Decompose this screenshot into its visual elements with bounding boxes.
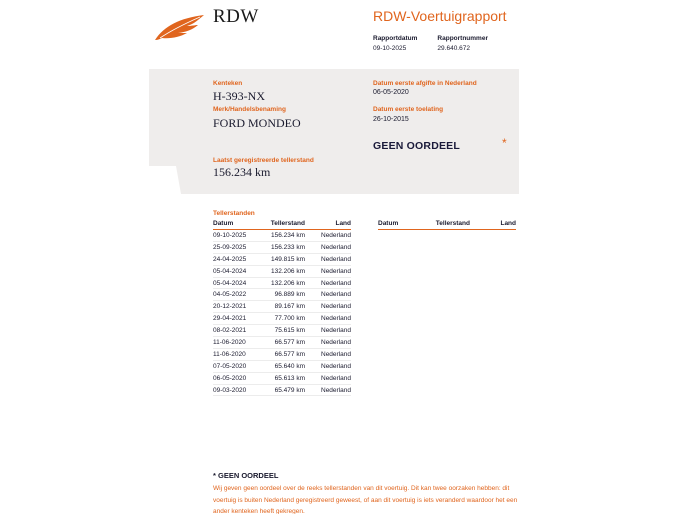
cell-tellerstand: 89.167 km (274, 303, 305, 311)
kenteken-value: H-393-NX (213, 89, 265, 103)
cell-datum: 08-02-2021 (213, 327, 247, 335)
cell-tellerstand: 75.615 km (274, 327, 305, 335)
col-land: Land (335, 220, 351, 227)
tellerstanden-title: Tellerstanden (213, 210, 255, 217)
cell-tellerstand: 65.640 km (274, 362, 305, 370)
cell-datum: 07-05-2020 (213, 362, 247, 370)
cell-datum: 09-03-2020 (213, 386, 247, 394)
table-row (213, 230, 351, 242)
table-row (213, 254, 351, 266)
cell-land: Nederland (321, 362, 351, 370)
cell-land: Nederland (321, 303, 351, 311)
verdict-footnote-mark: * (502, 136, 507, 150)
vehicle-panel (149, 69, 519, 194)
cell-datum: 06-05-2020 (213, 374, 247, 382)
cell-land: Nederland (321, 327, 351, 335)
cell-land: Nederland (321, 231, 351, 239)
cell-land: Nederland (321, 338, 351, 346)
cell-datum: 24-04-2025 (213, 255, 247, 263)
table-row (213, 242, 351, 254)
cell-land: Nederland (321, 386, 351, 394)
cell-tellerstand: 77.700 km (274, 315, 305, 323)
cell-datum: 05-04-2024 (213, 267, 247, 275)
table-header (378, 220, 516, 230)
cell-tellerstand: 156.234 km (271, 231, 305, 239)
merk-value: FORD MONDEO (213, 116, 301, 130)
cell-datum: 05-04-2024 (213, 279, 247, 287)
tellerstanden-table-left (213, 220, 351, 396)
table-row (213, 313, 351, 325)
eerste-toelating-value: 26-10-2015 (373, 116, 409, 123)
cell-tellerstand: 132.206 km (271, 279, 305, 287)
kenteken-label: Kenteken (213, 80, 243, 87)
eerste-afgifte-label: Datum eerste afgifte in Nederland (373, 80, 477, 87)
table-header (213, 220, 351, 230)
cell-land: Nederland (321, 315, 351, 323)
cell-land: Nederland (321, 255, 351, 263)
cell-datum: 11-06-2020 (213, 338, 246, 346)
report-date (373, 35, 417, 52)
cell-tellerstand: 132.206 km (271, 267, 305, 275)
cell-land: Nederland (321, 243, 351, 251)
report-title: RDW-Voertuigrapport (373, 8, 507, 24)
cell-land: Nederland (321, 350, 351, 358)
verdict-text: GEEN OORDEEL (373, 140, 460, 152)
merk-label: Merk/Handelsbenaming (213, 106, 286, 113)
cell-tellerstand: 149.815 km (271, 255, 305, 263)
table-row (213, 349, 351, 361)
table-row (213, 278, 351, 290)
cell-datum: 29-04-2021 (213, 315, 247, 323)
cell-datum: 11-06-2020 (213, 350, 246, 358)
tellerstanden-table-right (378, 220, 516, 230)
rdw-logo-icon (154, 14, 206, 42)
table-row (213, 337, 351, 349)
report-number (437, 35, 488, 52)
table-row (213, 373, 351, 385)
col-datum: Datum (378, 220, 399, 227)
eerste-toelating-label: Datum eerste toelating (373, 106, 444, 113)
table-row (213, 301, 351, 313)
cell-datum: 25-09-2025 (213, 243, 247, 251)
cell-tellerstand: 66.577 km (274, 338, 305, 346)
cell-datum: 09-10-2025 (213, 231, 247, 239)
cell-datum: 04-05-2022 (213, 291, 247, 299)
table-body (213, 230, 351, 396)
report-meta (373, 35, 488, 52)
cell-tellerstand: 156.233 km (271, 243, 305, 251)
footnote-text: Wij geven geen oordeel over de reeks tellerstanden van dit voertuig. Dit kan twee oorzaken hebben: dit voertuig is buiten Nederland geregistreerd geweest, of aan dit voertuig is iets veranderd waardoor het een ander kenteken heeft gekregen. (213, 485, 518, 514)
table-row (213, 289, 351, 301)
teller-value: 156.234 km (213, 165, 271, 179)
cell-land: Nederland (321, 267, 351, 275)
cell-land: Nederland (321, 279, 351, 287)
table-row (213, 266, 351, 278)
teller-label: Laatst geregistreerde tellerstand (213, 157, 314, 164)
cell-tellerstand: 96.889 km (274, 291, 305, 299)
cell-tellerstand: 65.479 km (274, 386, 305, 394)
cell-datum: 20-12-2021 (213, 303, 247, 311)
cell-land: Nederland (321, 374, 351, 382)
cell-land: Nederland (321, 291, 351, 299)
table-row (213, 361, 351, 373)
report-date-label: Rapportdatum (373, 35, 418, 42)
col-datum: Datum (213, 220, 234, 227)
col-land: Land (500, 220, 516, 227)
cell-tellerstand: 66.577 km (274, 350, 305, 358)
col-tellerstand: Tellerstand (435, 220, 470, 227)
table-row (213, 325, 351, 337)
cell-tellerstand: 65.613 km (274, 374, 305, 382)
report-number-label: Rapportnummer (437, 35, 488, 42)
eerste-afgifte-value: 06-05-2020 (373, 89, 409, 96)
footnote-title: * GEEN OORDEEL (213, 471, 279, 480)
col-tellerstand: Tellerstand (270, 220, 305, 227)
table-row (213, 385, 351, 397)
report-number-value: 29.640.672 (437, 45, 470, 52)
report-date-value: 09-10-2025 (373, 45, 407, 52)
brand-name: RDW (213, 6, 259, 27)
